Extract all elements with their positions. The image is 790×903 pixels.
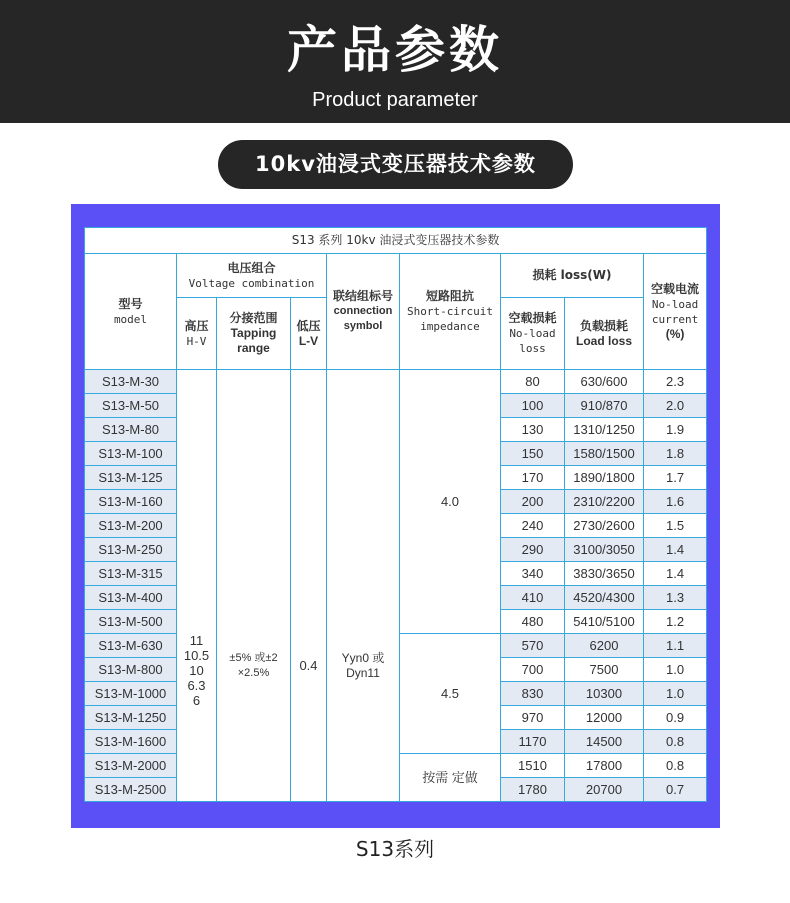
model-cell: S13-M-30 [85,370,177,394]
hv-value: 6 [192,693,201,708]
header-hv-en: H-V [186,334,207,348]
noload-loss-cell: 1780 [501,778,565,802]
noload-loss-cell: 80 [501,370,565,394]
model-cell: S13-M-125 [85,466,177,490]
noload-current-cell: 1.5 [644,514,707,538]
header-load-loss-cn: 负载损耗 [579,318,628,333]
load-loss-cell: 3830/3650 [565,562,644,586]
load-loss-cell: 20700 [565,778,644,802]
noload-current-cell: 0.8 [644,754,707,778]
noload-current-cell: 0.9 [644,706,707,730]
noload-current-cell: 2.0 [644,394,707,418]
noload-current-cell: 1.3 [644,586,707,610]
load-loss-cell: 4520/4300 [565,586,644,610]
model-cell: S13-M-400 [85,586,177,610]
spec-table [84,227,707,802]
load-loss-cell: 2310/2200 [565,490,644,514]
connection-cell: Yyn0 或 Dyn11 [327,370,400,802]
series-caption: S13系列 [355,837,435,861]
hv-value: 10.5 [183,648,210,663]
noload-current-cell: 0.8 [644,730,707,754]
noload-loss-cell: 340 [501,562,565,586]
noload-current-cell: 2.3 [644,370,707,394]
load-loss-cell: 10300 [565,682,644,706]
header-noload-current-cn: 空载电流 [651,281,700,296]
page-header [0,0,790,123]
load-loss-cell: 1580/1500 [565,442,644,466]
model-cell: S13-M-80 [85,418,177,442]
header-loss: 损耗 loss(W) [501,254,644,298]
header-noload-current-en: No-load current [651,297,699,326]
noload-loss-cell: 970 [501,706,565,730]
header-connection-cn: 联结组标号 [332,289,393,303]
noload-current-cell: 1.0 [644,658,707,682]
load-loss-cell: 3100/3050 [565,538,644,562]
load-loss-cell: 12000 [565,706,644,730]
hv-value: 10 [189,663,204,678]
noload-loss-cell: 170 [501,466,565,490]
header-model-en: model [113,312,148,326]
header-tapping [217,298,291,370]
noload-current-cell: 1.4 [644,562,707,586]
noload-loss-cell: 700 [501,658,565,682]
header-noload-loss [501,298,565,370]
header-lv-en: L-V [298,333,319,348]
header-impedance-cn: 短路阻抗 [425,289,474,303]
header-noload-loss-en: No-load loss [509,327,556,355]
model-cell: S13-M-1000 [85,682,177,706]
load-loss-cell: 1310/1250 [565,418,644,442]
model-cell: S13-M-160 [85,490,177,514]
header-model [85,254,177,370]
header-voltage [177,254,327,298]
header-noload-loss-cn: 空载损耗 [508,311,557,325]
header-lv [291,298,327,370]
header-voltage-en: Voltage combination [188,276,315,290]
noload-current-cell: 1.1 [644,634,707,658]
page-title: 产品参数 [287,21,503,79]
model-cell: S13-M-500 [85,610,177,634]
header-connection-en: connection symbol [333,305,393,332]
noload-current-cell: 1.0 [644,682,707,706]
load-loss-cell: 17800 [565,754,644,778]
noload-current-cell: 1.2 [644,610,707,634]
header-impedance-en: Short-circuit impedance [406,305,494,333]
header-hv [177,298,217,370]
model-cell: S13-M-800 [85,658,177,682]
noload-loss-cell: 240 [501,514,565,538]
model-cell: S13-M-1600 [85,730,177,754]
noload-current-cell: 1.6 [644,490,707,514]
noload-loss-cell: 830 [501,682,565,706]
load-loss-cell: 14500 [565,730,644,754]
load-loss-cell: 7500 [565,658,644,682]
section-title-pill: 10kv油浸式变压器技术参数 [218,140,573,189]
header-lv-cn: 低压 [296,318,321,333]
table-row [85,370,707,394]
page-subtitle: Product parameter [312,89,478,111]
load-loss-cell: 910/870 [565,394,644,418]
noload-current-cell: 1.8 [644,442,707,466]
model-cell: S13-M-50 [85,394,177,418]
header-noload-current [644,254,707,370]
header-tapping-cn: 分接范围 [229,311,278,325]
model-cell: S13-M-315 [85,562,177,586]
model-cell: S13-M-2500 [85,778,177,802]
header-connection [327,254,400,370]
noload-loss-cell: 1510 [501,754,565,778]
table-title: S13 系列 10kv 油浸式变压器技术参数 [85,228,707,254]
header-voltage-cn: 电压组合 [227,260,276,275]
header-model-cn: 型号 [118,296,143,311]
tapping-values-cell: ±5% 或±2×2.5% [217,370,291,802]
noload-current-cell: 1.7 [644,466,707,490]
header-impedance [400,254,501,370]
header-tapping-en: Tapping range [230,326,277,355]
load-loss-cell: 1890/1800 [565,466,644,490]
impedance-cell-1: 4.0 [400,370,501,634]
model-cell: S13-M-100 [85,442,177,466]
noload-loss-cell: 410 [501,586,565,610]
hv-values-cell [177,370,217,802]
noload-loss-cell: 100 [501,394,565,418]
header-hv-cn: 高压 [184,318,209,333]
noload-loss-cell: 1170 [501,730,565,754]
model-cell: S13-M-1250 [85,706,177,730]
header-load-loss-en: Load loss [575,333,632,348]
noload-current-cell: 0.7 [644,778,707,802]
lv-value-cell: 0.4 [291,370,327,802]
hv-value: 6.3 [187,678,206,693]
model-cell: S13-M-200 [85,514,177,538]
model-cell: S13-M-630 [85,634,177,658]
noload-loss-cell: 200 [501,490,565,514]
load-loss-cell: 630/600 [565,370,644,394]
impedance-cell-3: 按需 定做 [400,754,501,802]
model-cell: S13-M-2000 [85,754,177,778]
noload-current-cell: 1.4 [644,538,707,562]
header-noload-current-unit: (%) [665,326,685,341]
load-loss-cell: 5410/5100 [565,610,644,634]
noload-loss-cell: 290 [501,538,565,562]
model-cell: S13-M-250 [85,538,177,562]
load-loss-cell: 6200 [565,634,644,658]
noload-loss-cell: 130 [501,418,565,442]
noload-current-cell: 1.9 [644,418,707,442]
noload-loss-cell: 480 [501,610,565,634]
impedance-cell-2: 4.5 [400,634,501,754]
noload-loss-cell: 570 [501,634,565,658]
hv-value: 11 [189,633,204,648]
load-loss-cell: 2730/2600 [565,514,644,538]
noload-loss-cell: 150 [501,442,565,466]
header-load-loss [565,298,644,370]
